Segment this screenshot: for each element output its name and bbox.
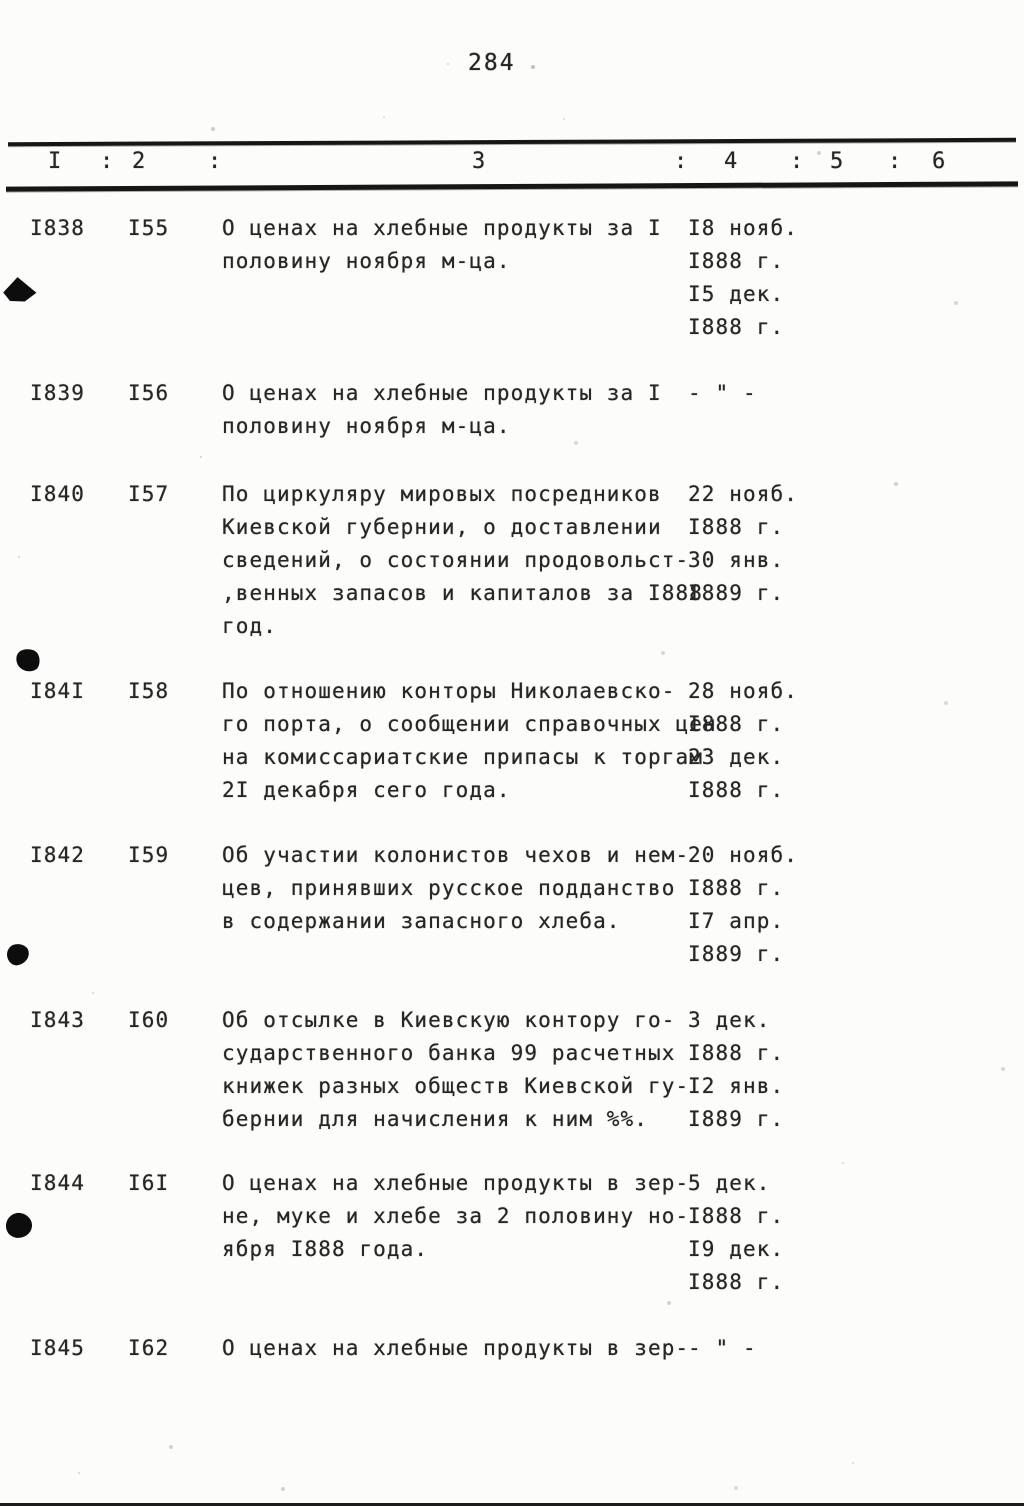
case-number: I844 xyxy=(30,1171,85,1195)
date-line: I888 г. xyxy=(688,515,785,539)
item-number: I59 xyxy=(128,843,170,867)
column-separator: : xyxy=(790,149,805,174)
date-line: I888 г. xyxy=(688,249,785,273)
item-number: I60 xyxy=(128,1008,170,1032)
description-line: книжек разных обществ Киевской гу- xyxy=(222,1074,690,1098)
column-separator: : xyxy=(888,149,903,174)
date-line: 23 дек. xyxy=(688,745,785,769)
description-line: бернии для начисления к ним %%. xyxy=(222,1107,649,1131)
date-line: I888 г. xyxy=(688,712,785,736)
table-header-rule-bottom xyxy=(6,181,1018,191)
case-number: I838 xyxy=(30,216,85,240)
description-line: ября I888 года. xyxy=(222,1237,429,1261)
description-line: По циркуляру мировых посредников xyxy=(222,482,662,506)
ink-blot-mark xyxy=(2,275,37,303)
description-cell xyxy=(222,212,662,278)
case-number: I842 xyxy=(30,843,85,867)
date-line: I8 нояб. xyxy=(688,216,798,240)
date-line: I7 апр. xyxy=(688,909,785,933)
column-separator: : xyxy=(208,149,223,174)
column-header: I xyxy=(48,149,63,174)
description-line: сведений, о состоянии продовольст- xyxy=(222,548,690,572)
date-line: I888 г. xyxy=(688,315,785,339)
dates-cell xyxy=(688,1004,784,1136)
item-number: I6I xyxy=(128,1171,170,1195)
column-header: 6 xyxy=(932,149,947,174)
description-cell xyxy=(222,478,703,643)
page-number: 284 xyxy=(468,50,516,76)
date-line: I888 г. xyxy=(688,876,785,900)
description-cell xyxy=(222,1167,689,1266)
description-line: О ценах на хлебные продукты в зер- xyxy=(222,1171,690,1195)
description-cell xyxy=(222,1004,689,1136)
description-cell xyxy=(222,377,662,443)
description-line: О ценах на хлебные продукты за I xyxy=(222,381,662,405)
description-line: половину ноября м-ца. xyxy=(222,414,511,438)
description-cell xyxy=(222,839,689,938)
date-line: I888 г. xyxy=(688,1270,785,1294)
description-cell xyxy=(222,1332,689,1365)
date-line: I889 г. xyxy=(688,942,785,966)
item-number: I58 xyxy=(128,679,170,703)
column-header: 4 xyxy=(724,149,739,174)
description-line: По отношению конторы Николаевско- xyxy=(222,679,676,703)
date-line: 5 дек. xyxy=(688,1171,771,1195)
case-number: I839 xyxy=(30,381,85,405)
scan-noise-speckles xyxy=(0,0,2,2)
description-line: О ценах на хлебные продукты в зер- xyxy=(222,1336,690,1360)
description-line: половину ноября м-ца. xyxy=(222,249,511,273)
item-number: I56 xyxy=(128,381,170,405)
date-line: I889 г. xyxy=(688,1107,785,1131)
description-line: 2I декабря сего года. xyxy=(222,778,511,802)
description-line: О ценах на хлебные продукты за I xyxy=(222,216,662,240)
date-line: I888 г. xyxy=(688,1041,785,1065)
dates-cell xyxy=(688,478,798,610)
date-line: I5 дек. xyxy=(688,282,785,306)
case-number: I843 xyxy=(30,1008,85,1032)
date-line: I888 г. xyxy=(688,778,785,802)
description-line: год. xyxy=(222,614,277,638)
date-line: 28 нояб. xyxy=(688,679,798,703)
case-number: I845 xyxy=(30,1336,85,1360)
date-line: 22 нояб. xyxy=(688,482,798,506)
description-line: ,венных запасов и капиталов за I888 xyxy=(222,581,704,605)
description-line: не, муке и хлебе за 2 половину но- xyxy=(222,1204,690,1228)
dates-cell xyxy=(688,1167,784,1299)
date-line: 30 янв. xyxy=(688,548,785,572)
ink-blot-mark xyxy=(13,646,43,674)
dates-cell xyxy=(688,212,798,344)
description-line: в содержании запасного хлеба. xyxy=(222,909,621,933)
item-number: I62 xyxy=(128,1336,170,1360)
date-line: - " - xyxy=(688,1336,757,1360)
description-line: Киевской губернии, о доставлении xyxy=(222,515,662,539)
description-line: Об отсылке в Киевскую контору го- xyxy=(222,1008,676,1032)
date-line: - " - xyxy=(688,381,757,405)
ink-blot-mark xyxy=(5,942,30,967)
date-line: I9 дек. xyxy=(688,1237,785,1261)
item-number: I55 xyxy=(128,216,170,240)
description-line: сударственного банка 99 расчетных xyxy=(222,1041,676,1065)
table-header-rule-top xyxy=(8,138,1016,146)
case-number: I84I xyxy=(30,679,85,703)
dates-cell xyxy=(688,839,798,971)
dates-cell xyxy=(688,675,798,807)
description-cell xyxy=(222,675,717,807)
column-header: 5 xyxy=(830,149,845,174)
column-header: 2 xyxy=(132,149,147,174)
date-line: I888 г. xyxy=(688,1204,785,1228)
date-line: 3 дек. xyxy=(688,1008,771,1032)
dates-cell xyxy=(688,1332,757,1365)
description-line: го порта, о сообщении справочных цен xyxy=(222,712,717,736)
date-line: I889 г. xyxy=(688,581,785,605)
date-line: I2 янв. xyxy=(688,1074,785,1098)
column-header: 3 xyxy=(472,149,487,174)
column-separator: : xyxy=(100,149,115,174)
description-line: Об участии колонистов чехов и нем- xyxy=(222,843,690,867)
date-line: 20 нояб. xyxy=(688,843,798,867)
dates-cell xyxy=(688,377,757,410)
case-number: I840 xyxy=(30,482,85,506)
description-line: цев, принявших русское подданство xyxy=(222,876,676,900)
item-number: I57 xyxy=(128,482,170,506)
ink-blot-mark xyxy=(4,1211,33,1239)
description-line: на комиссариатские припасы к торгам xyxy=(222,745,704,769)
column-separator: : xyxy=(674,149,689,174)
